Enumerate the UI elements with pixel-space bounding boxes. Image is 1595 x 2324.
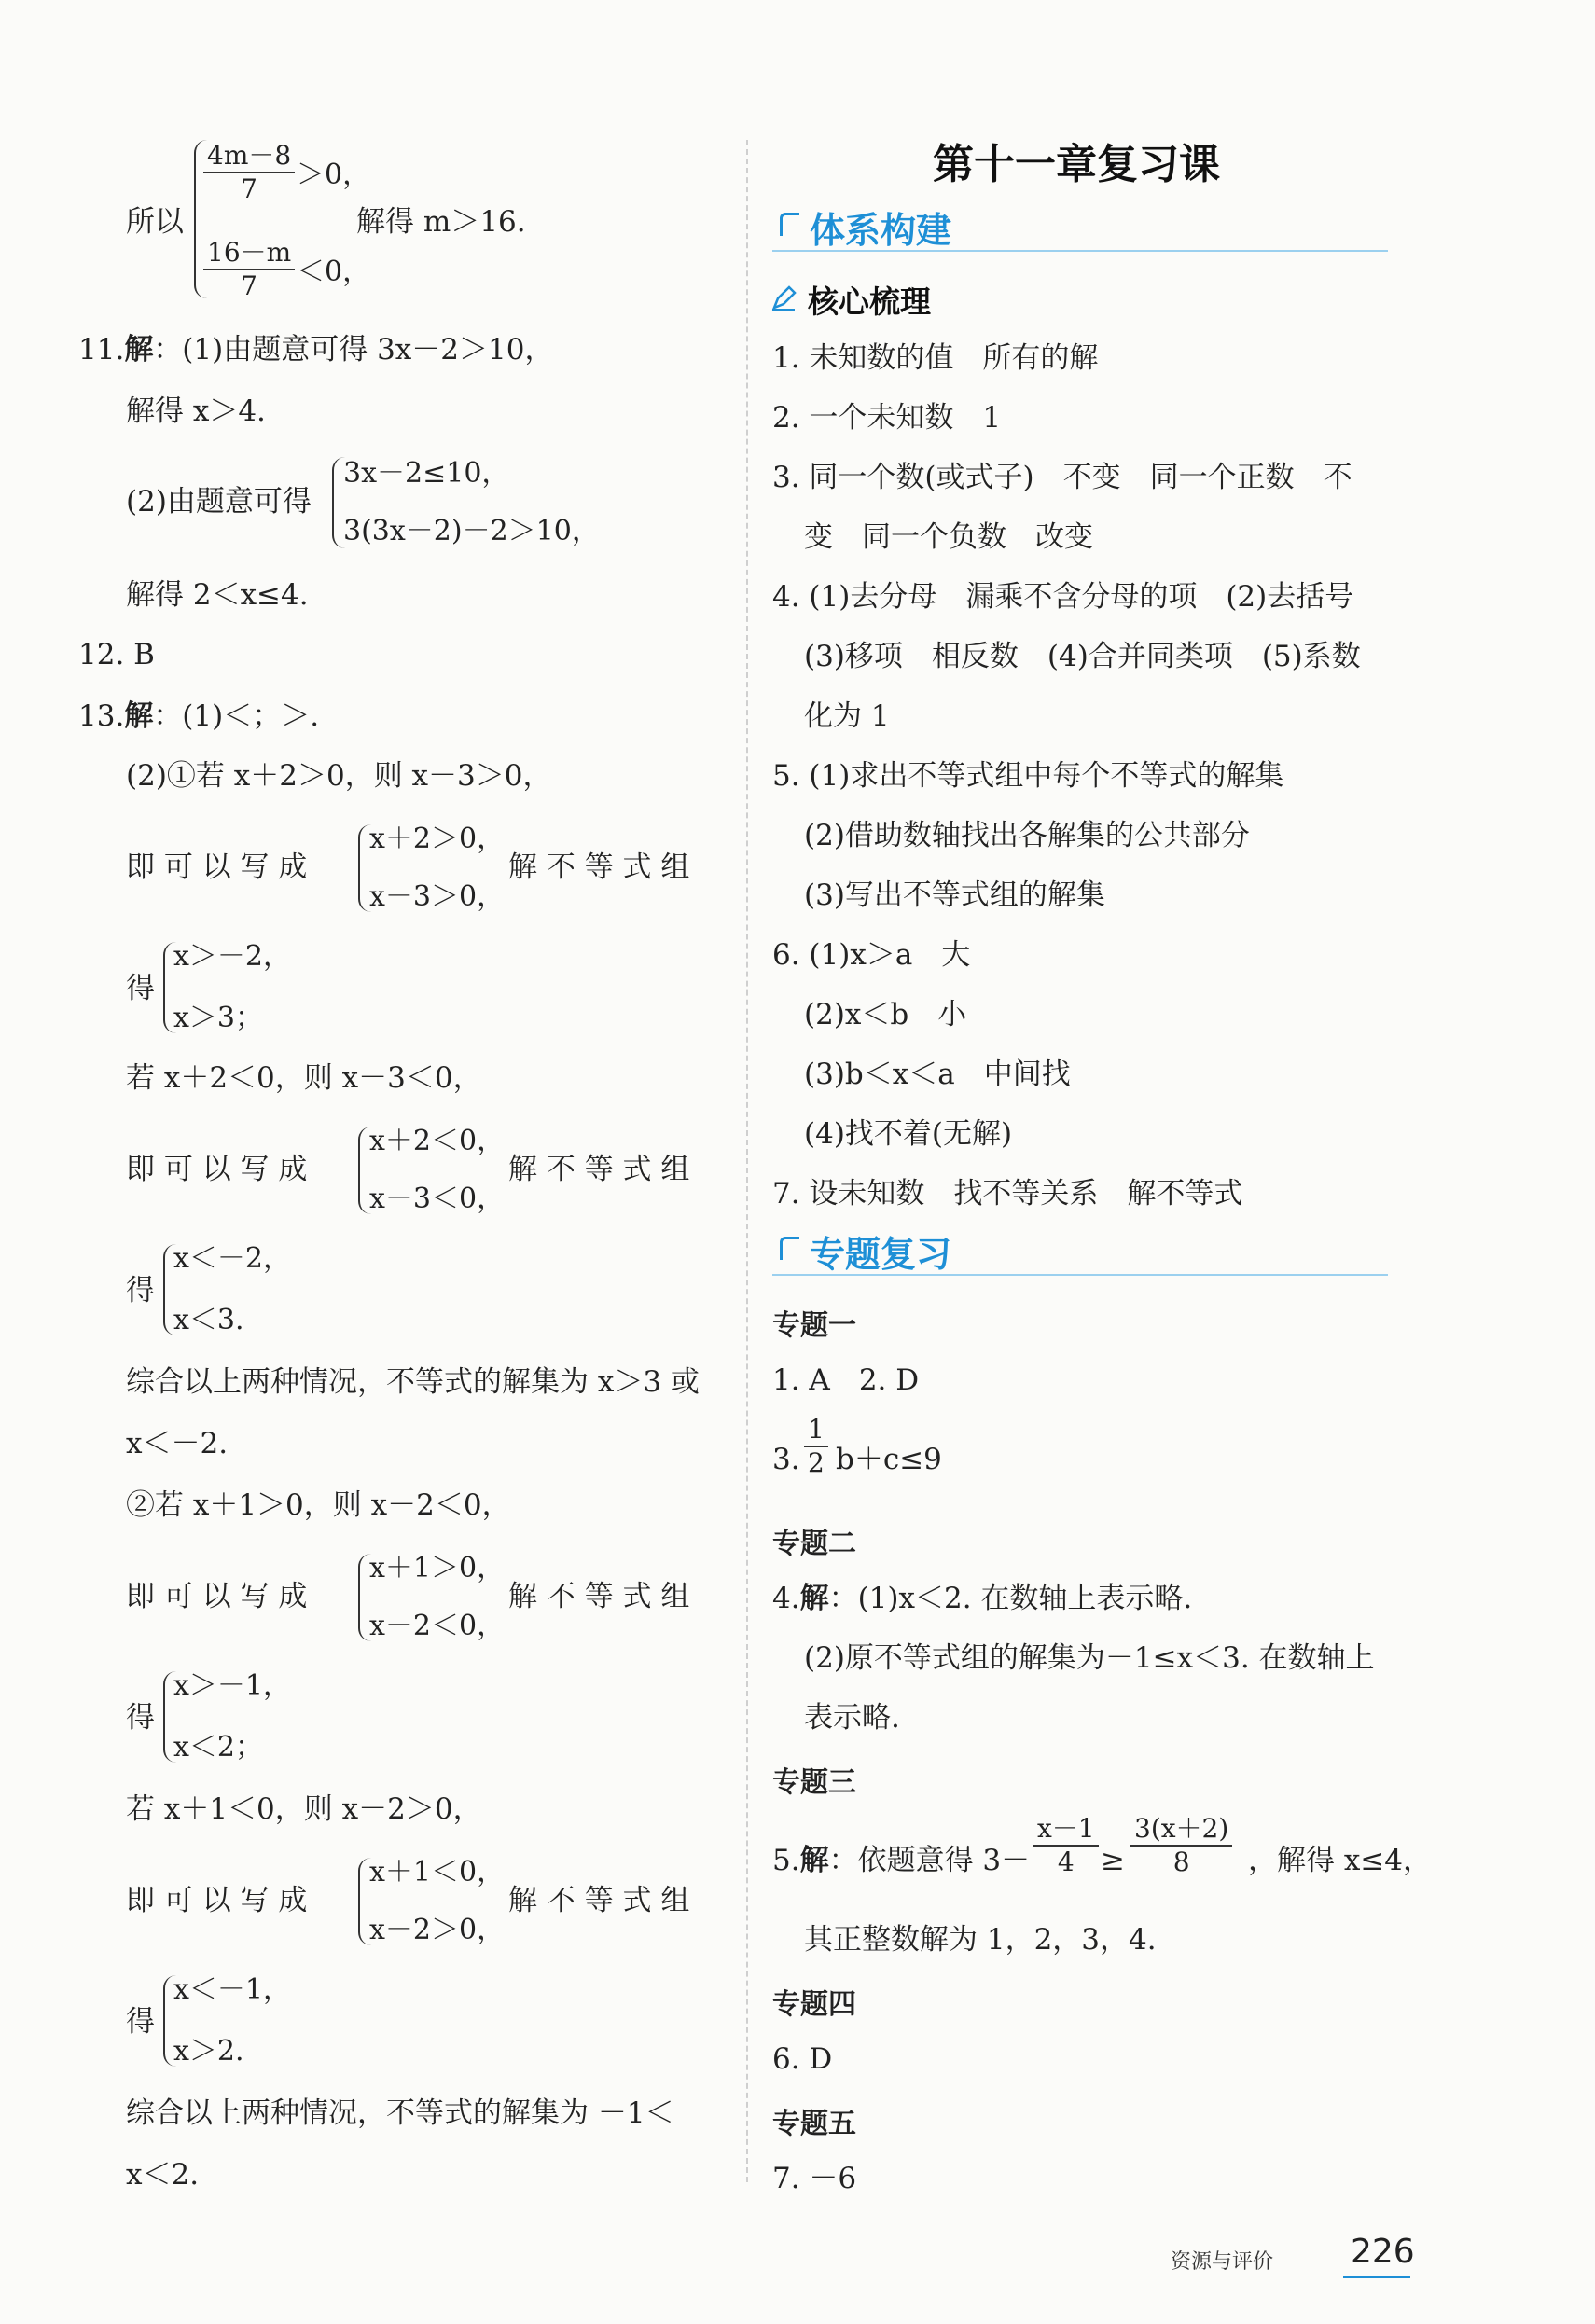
section-marker-icon bbox=[780, 1237, 799, 1260]
q13-wr3-suffix: 解 不 等 式 组 bbox=[508, 1580, 690, 1613]
q11-sys-a: 3x－2≤10， bbox=[343, 457, 510, 490]
page-number-underline bbox=[1343, 2276, 1410, 2278]
q13-sum1a: 综合以上两种情况，不等式的解集为 x＞3 或 bbox=[126, 1365, 700, 1399]
q13-sum2a: 综合以上两种情况，不等式的解集为 －1＜ bbox=[126, 2096, 674, 2130]
q13-wr2-suffix: 解 不 等 式 组 bbox=[508, 1153, 690, 1186]
section-head-topics: 专题复习 bbox=[810, 1234, 952, 1275]
intro-rel-1: ＞0， bbox=[297, 159, 371, 191]
topic-5-title: 专题五 bbox=[772, 2108, 856, 2140]
q13-wr3-a: x＋1＞0， bbox=[369, 1552, 506, 1584]
q13-de3-a: x＞－1， bbox=[173, 1669, 292, 1702]
topic-2-line1: 4.解：(1)x＜2. 在数轴上表示略. bbox=[772, 1582, 1193, 1615]
topic-3-frac-2: $\frac{3(x+2)}{8}$ bbox=[1130, 1813, 1232, 1878]
q11-line4: 解得 2＜x≤4. bbox=[126, 578, 309, 612]
q13-de1-a: x＞－2， bbox=[173, 940, 292, 973]
q13-sum2b: x＜2. bbox=[126, 2158, 200, 2192]
q13-wr3-prefix: 即 可 以 写 成 bbox=[126, 1580, 308, 1613]
q13-wr2-prefix: 即 可 以 写 成 bbox=[126, 1153, 308, 1186]
topic-3-line2: 其正整数解为 1，2，3，4. bbox=[804, 1923, 1157, 1957]
sub-head-core: 核心梳理 bbox=[808, 284, 931, 320]
topic-2-line3: 表示略. bbox=[804, 1701, 900, 1735]
topic-3-rel: ≥ bbox=[1101, 1844, 1125, 1877]
q13-wr4-a: x＋1＜0， bbox=[369, 1856, 506, 1888]
q13-sum1b: x＜－2. bbox=[126, 1427, 229, 1460]
section-marker-icon bbox=[780, 213, 799, 236]
q13-line4: ②若 x＋1＞0，则 x－2＜0， bbox=[126, 1488, 511, 1522]
q13-de4-b: x＞2. bbox=[173, 2035, 244, 2068]
q13-wr1-suffix: 解 不 等 式 组 bbox=[508, 851, 690, 884]
page-number: 226 bbox=[1351, 2233, 1415, 2271]
q13-line2: (2)①若 x＋2＞0，则 x－3＞0， bbox=[126, 759, 552, 793]
list-item: 2. 一个未知数 1 bbox=[772, 401, 1002, 435]
topic-1-q3-num: 3. bbox=[772, 1443, 800, 1476]
q13-de3-prefix: 得 bbox=[126, 1701, 155, 1735]
q13-wr4-b: x－2＞0， bbox=[369, 1914, 506, 1946]
column-divider bbox=[746, 140, 748, 2182]
q13-de2-a: x＜－2， bbox=[173, 1242, 292, 1275]
q12-line: 12. B bbox=[78, 638, 155, 671]
q13-line5: 若 x＋1＜0，则 x－2＞0， bbox=[126, 1792, 482, 1826]
q11-line3-prefix: (2)由题意可得 bbox=[126, 485, 312, 519]
q11-line2: 解得 x＞4. bbox=[126, 394, 266, 428]
q13-de1-b: x＞3； bbox=[173, 1002, 264, 1034]
q13-line3: 若 x＋2＜0，则 x－3＜0， bbox=[126, 1061, 482, 1095]
q13-wr4-prefix: 即 可 以 写 成 bbox=[126, 1884, 308, 1917]
q13-de2-prefix: 得 bbox=[126, 1274, 155, 1307]
topic-4-title: 专题四 bbox=[772, 1988, 856, 2021]
q13-wr1-a: x＋2＞0， bbox=[369, 823, 506, 855]
list-item: 1. 未知数的值 所有的解 bbox=[772, 341, 1099, 375]
topic-3-post: ，解得 x≤4， bbox=[1248, 1844, 1433, 1877]
topic-2-line2: (2)原不等式组的解集为－1≤x＜3. 在数轴上 bbox=[804, 1641, 1375, 1675]
intro-rel-2: ＜0， bbox=[297, 256, 371, 288]
topic-4-line: 6. D bbox=[772, 2042, 833, 2076]
topic-1-line1: 1. A 2. D bbox=[772, 1363, 920, 1397]
section-rule bbox=[772, 1274, 1388, 1276]
chapter-title: 第十一章复习课 bbox=[933, 141, 1220, 188]
q13-de1-prefix: 得 bbox=[126, 972, 155, 1005]
list-item: (2)x＜b 小 bbox=[804, 998, 967, 1031]
list-item: 3. 同一个数(或式子) 不变 同一个正数 不 bbox=[772, 461, 1352, 494]
q13-wr2-a: x＋2＜0， bbox=[369, 1125, 506, 1157]
topic-1-q3-frac: $\frac{1}{2}$ bbox=[804, 1414, 828, 1479]
q11-line1: 11.解：(1)由题意可得 3x－2＞10， bbox=[78, 333, 554, 367]
topic-3-line1-pre: 5.解：依题意得 3－ bbox=[772, 1844, 1031, 1877]
q13-wr1-b: x－3＞0， bbox=[369, 880, 506, 913]
intro-result: 解得 m＞16. bbox=[356, 205, 526, 239]
list-item: (4)找不着(无解) bbox=[804, 1117, 1013, 1151]
q13-line1: 13.解：(1)＜；＞. bbox=[78, 699, 320, 733]
list-item: (3)b＜x＜a 中间找 bbox=[804, 1058, 1071, 1091]
list-item: 4. (1)去分母 漏乘不含分母的项 (2)去括号 bbox=[772, 580, 1354, 614]
topic-3-frac-1: $\frac{x-1}{4}$ bbox=[1033, 1813, 1099, 1878]
list-item: 化为 1 bbox=[804, 699, 890, 733]
q13-wr4-suffix: 解 不 等 式 组 bbox=[508, 1884, 690, 1917]
intro-prefix: 所以 bbox=[126, 205, 184, 239]
q13-de2-b: x＜3. bbox=[173, 1304, 244, 1336]
topic-5-line: 7. －6 bbox=[772, 2162, 857, 2195]
list-item: (3)移项 相反数 (4)合并同类项 (5)系数 bbox=[804, 640, 1361, 673]
list-item: (3)写出不等式组的解集 bbox=[804, 878, 1105, 912]
q13-de4-a: x＜－1， bbox=[173, 1973, 292, 2006]
intro-frac-1: $\frac{4m-8}{7}$ bbox=[203, 140, 295, 205]
q13-de4-prefix: 得 bbox=[126, 2005, 155, 2039]
q11-sys-b: 3(3x－2)－2＞10， bbox=[343, 515, 600, 547]
list-item: 7. 设未知数 找不等关系 解不等式 bbox=[772, 1177, 1243, 1210]
list-item: 变 同一个负数 改变 bbox=[804, 520, 1093, 554]
topic-1-q3-rest: b＋c≤9 bbox=[836, 1443, 942, 1476]
pen-icon bbox=[770, 285, 797, 311]
list-item: 6. (1)x＞a 大 bbox=[772, 938, 971, 972]
list-item: 5. (1)求出不等式组中每个不等式的解集 bbox=[772, 759, 1284, 793]
topic-3-title: 专题三 bbox=[772, 1766, 856, 1799]
section-head-system: 体系构建 bbox=[810, 210, 952, 251]
topic-2-title: 专题二 bbox=[772, 1528, 856, 1560]
q13-de3-b: x＜2； bbox=[173, 1731, 264, 1764]
q13-wr3-b: x－2＜0， bbox=[369, 1610, 506, 1642]
intro-frac-2: $\frac{16-m}{7}$ bbox=[203, 237, 295, 302]
q13-wr1-prefix: 即 可 以 写 成 bbox=[126, 851, 308, 884]
topic-1-title: 专题一 bbox=[772, 1309, 856, 1342]
footer-label: 资源与评价 bbox=[1171, 2250, 1274, 2274]
q13-wr2-b: x－3＜0， bbox=[369, 1183, 506, 1215]
list-item: (2)借助数轴找出各解集的公共部分 bbox=[804, 819, 1250, 852]
section-rule bbox=[772, 250, 1388, 252]
